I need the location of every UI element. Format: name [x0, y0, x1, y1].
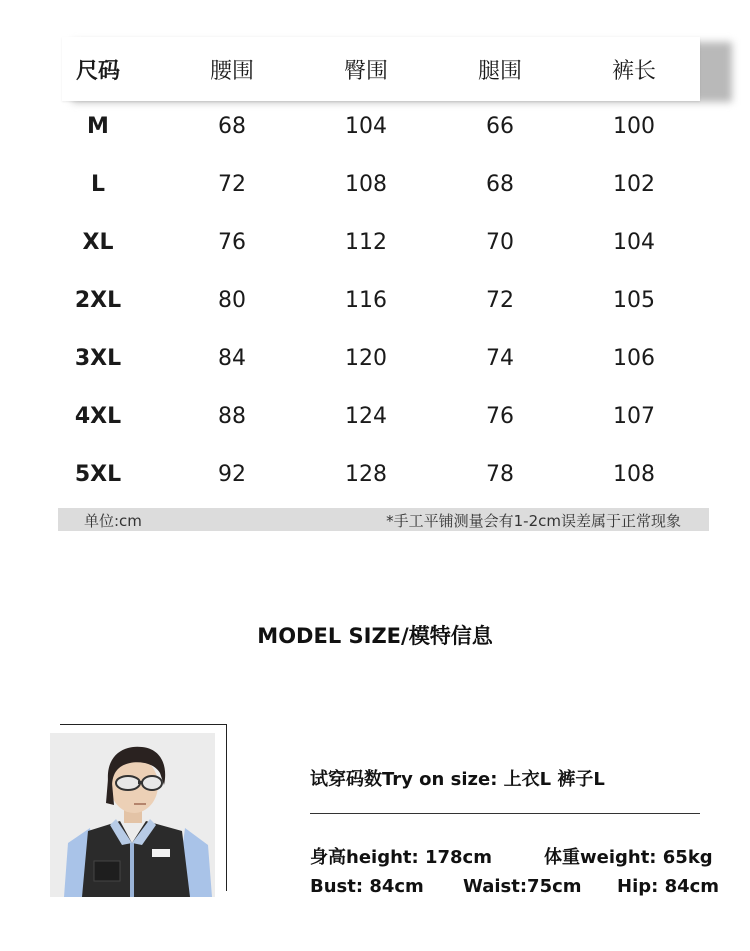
header-thigh: 腿围 [477, 59, 522, 84]
measurement-note: *手工平铺测量会有1-2cm误差属于正常现象 [386, 512, 681, 530]
model-hip: Hip: 84cm [617, 876, 720, 897]
hip-cell: 104 [345, 114, 387, 139]
thigh-cell: 76 [486, 404, 514, 429]
thigh-cell: 78 [486, 462, 514, 487]
table-row [0, 458, 750, 498]
table-row [0, 342, 750, 382]
size-cell: 2XL [74, 288, 122, 313]
size-cell: 5XL [74, 462, 122, 487]
header-length: 裤长 [611, 59, 656, 84]
waist-cell: 68 [218, 114, 246, 139]
model-photo [50, 733, 215, 897]
model-bust: Bust: 84cm [310, 876, 424, 897]
length-cell: 105 [613, 288, 655, 313]
length-cell: 106 [613, 346, 655, 371]
hip-cell: 112 [345, 230, 387, 255]
hip-cell: 116 [345, 288, 387, 313]
size-cell: M [87, 114, 109, 139]
thigh-cell: 74 [486, 346, 514, 371]
size-cell: L [90, 172, 106, 197]
header-waist: 腰围 [209, 59, 254, 84]
thigh-cell: 70 [486, 230, 514, 255]
waist-cell: 80 [218, 288, 246, 313]
length-cell: 107 [613, 404, 655, 429]
model-size-title: MODEL SIZE/模特信息 [257, 624, 493, 648]
table-row [0, 400, 750, 440]
size-cell: XL [82, 230, 114, 255]
waist-cell: 88 [218, 404, 246, 429]
table-row [0, 226, 750, 266]
header-size: 尺码 [75, 59, 120, 84]
size-table-header [62, 37, 700, 101]
size-cell: 4XL [74, 404, 122, 429]
unit-bar [58, 508, 709, 531]
waist-cell: 84 [218, 346, 246, 371]
size-cell: 3XL [74, 346, 122, 371]
thigh-cell: 72 [486, 288, 514, 313]
header-hip: 臀围 [343, 59, 388, 84]
try-on-size: 试穿码数Try on size: 上衣L 裤子L [310, 769, 605, 790]
table-row [0, 110, 750, 150]
divider [310, 813, 700, 814]
model-illustration [50, 733, 215, 897]
length-cell: 104 [613, 230, 655, 255]
unit-label: 单位:cm [84, 512, 142, 530]
length-cell: 108 [613, 462, 655, 487]
hip-cell: 108 [345, 172, 387, 197]
table-row [0, 284, 750, 324]
waist-cell: 72 [218, 172, 246, 197]
length-cell: 102 [613, 172, 655, 197]
model-height: 身高height: 178cm [310, 847, 492, 868]
table-row [0, 168, 750, 208]
thigh-cell: 66 [486, 114, 514, 139]
hip-cell: 120 [345, 346, 387, 371]
waist-cell: 92 [218, 462, 246, 487]
thigh-cell: 68 [486, 172, 514, 197]
length-cell: 100 [613, 114, 655, 139]
model-waist: Waist:75cm [463, 876, 582, 897]
hip-cell: 124 [345, 404, 387, 429]
model-weight: 体重weight: 65kg [544, 847, 713, 868]
waist-cell: 76 [218, 230, 246, 255]
hip-cell: 128 [345, 462, 387, 487]
